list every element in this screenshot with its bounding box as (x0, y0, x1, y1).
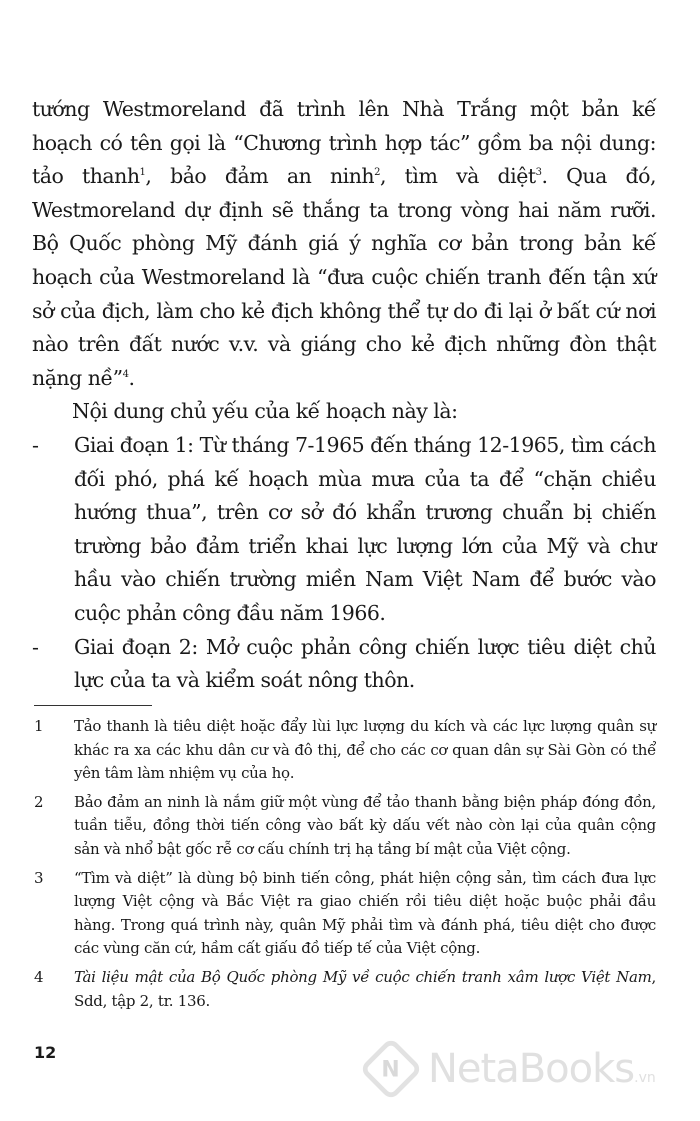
footnote-ref-1[interactable]: 1 (139, 167, 146, 179)
page-number: 12 (34, 1043, 57, 1062)
bullet-dash: - (32, 634, 39, 659)
footnotes (34, 715, 656, 1018)
footnote-1: 1 Tảo thanh là tiêu diệt hoặc đẩy lùi lực lượng du kích và các lực lượng quân sự khác ra xa các khu dân cư và đô thị, để cho các cơ quan dân sự Sài Gòn có thể yên tâm làm nhiệm vụ của họ. (34, 717, 656, 783)
bullet-text: Giai đoạn 1: Từ tháng 7-1965 đến tháng 12-1965, tìm cách đối phó, phá kế hoạch mùa mưa của ta để “chặn chiều hướng thua”, trên cơ sở đó khẩn trương chuẩn bị chiến trường bảo đảm triển khai lực lượng lớn của Mỹ và chư hầu vào chiến trường miền Nam Việt Nam để bước vào cuộc phản công đầu năm 1966. (74, 432, 656, 625)
footnote-ref-3[interactable]: 3 (535, 167, 542, 179)
watermark-logo (362, 1033, 682, 1105)
main-text (32, 93, 656, 698)
footnote-4: 4 Tài liệu mật của Bộ Quốc phòng Mỹ về cuộc chiến tranh xâm lược Việt Nam, Sdd, tập 2, tr. 136. (34, 967, 656, 1010)
footnote-ref-4[interactable]: 4 (122, 368, 129, 380)
logo-mark-icon: N (359, 1037, 423, 1101)
logo-text: NetaBooks.vn (428, 1046, 656, 1092)
footnote-divider (34, 705, 152, 706)
bullet-item-1 (32, 429, 656, 631)
bullet-dash: - (32, 432, 39, 457)
paragraph-2: Nội dung chủ yếu của kế hoạch này là: (72, 399, 458, 424)
footnote-2: 2 Bảo đảm an ninh là nắm giữ một vùng để tảo thanh bằng biện pháp đóng đồn, tuần tiễu, đồng thời tiến công vào bất kỳ dấu vết nào còn lại của quân cộng sản và nhổ bật gốc rễ cơ cấu chính trị hạ tầng bí mật của Việt cộng. (34, 792, 656, 858)
bullet-item-2 (32, 631, 656, 698)
paragraph-1: tướng Westmoreland đã trình lên Nhà Trắng một bản kế hoạch có tên gọi là “Chương trình hợp tác” gồm ba nội dung: tảo thanh$^1$, bảo đảm an ninh$^2$, tìm và diệt$^3$. Qua đó, Westmoreland dự định sẽ thắng ta trong vòng hai năm rưỡi. Bộ Quốc phòng Mỹ đánh giá ý nghĩa cơ bản trong bản kế hoạch của Westmoreland là “đưa cuộc chiến tranh đến tận xứ sở của địch, làm cho kẻ địch không thể tự do đi lại ở bất cứ nơi nào trên đất nước v.v. và giáng cho kẻ địch những đòn thật nặng nề”$^4$. (32, 97, 656, 390)
footnote-ref-2[interactable]: 2 (374, 167, 380, 179)
footnote-3: 3 “Tìm và diệt” là dùng bộ binh tiến công, phát hiện cộng sản, tìm cách đưa lực lượng Việt cộng và Bắc Việt ra giao chiến rồi tiêu diệt hoặc buộc phải đầu hàng. Trong quá trình này, quân Mỹ phải tìm và đánh phá, tiêu diệt cho được các vùng căn cứ, hầm cất giấu đồ tiếp tế của Việt cộng. (34, 868, 656, 958)
bullet-text: Giai đoạn 2: Mở cuộc phản công chiến lược tiêu diệt chủ lực của ta và kiểm soát nông thôn. (74, 634, 656, 693)
